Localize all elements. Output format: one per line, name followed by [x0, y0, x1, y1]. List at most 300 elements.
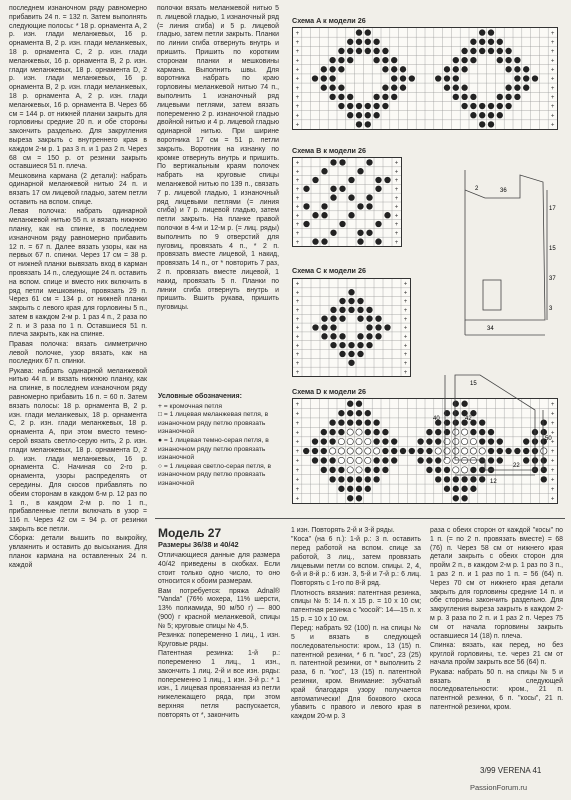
dark-stitch-dot — [312, 438, 318, 444]
dark-stitch-dot — [373, 476, 379, 482]
dark-stitch-dot — [356, 476, 362, 482]
light-stitch-dot — [365, 457, 371, 463]
edge-stitch-symbol: + — [295, 468, 300, 475]
dark-stitch-dot — [435, 75, 441, 81]
dark-stitch-dot — [470, 57, 476, 63]
measure-label: 36 — [500, 188, 507, 194]
dark-stitch-dot — [391, 85, 397, 91]
dark-stitch-dot — [357, 238, 363, 244]
edge-stitch-symbol: + — [295, 30, 300, 37]
dark-stitch-dot — [497, 103, 503, 109]
edge-stitch-symbol: + — [550, 58, 555, 65]
edge-stitch-symbol: + — [295, 213, 300, 220]
dark-stitch-dot — [382, 94, 388, 100]
dark-stitch-dot — [382, 48, 388, 54]
dark-stitch-dot — [479, 121, 485, 127]
dark-stitch-dot — [488, 48, 494, 54]
edge-stitch-symbol: + — [394, 169, 399, 176]
dark-stitch-dot — [365, 121, 371, 127]
dark-stitch-dot — [347, 410, 353, 416]
dark-stitch-dot — [330, 186, 336, 192]
dark-stitch-dot — [488, 112, 494, 118]
dark-stitch-dot — [444, 85, 450, 91]
dark-stitch-dot — [417, 448, 423, 454]
edge-stitch-symbol: + — [295, 49, 300, 56]
light-stitch-dot — [365, 438, 371, 444]
paragraph: Плотность вязания: патентная резинка, спицы № 5: 14 п. х 15 р. = 10 х 10 см; патентная резинка с "косой": 14—15 п. х 15 р. = 10 х 10 см. — [291, 589, 421, 623]
dark-stitch-dot — [348, 351, 354, 357]
dark-stitch-dot — [303, 186, 309, 192]
dark-stitch-dot — [382, 66, 388, 72]
dark-stitch-dot — [453, 75, 459, 81]
dark-stitch-dot — [339, 186, 345, 192]
dark-stitch-dot — [444, 75, 450, 81]
dark-stitch-dot — [461, 495, 467, 501]
edge-stitch-symbol: + — [295, 316, 300, 323]
light-stitch-dot — [356, 438, 362, 444]
dark-stitch-dot — [470, 103, 476, 109]
dark-stitch-dot — [356, 112, 362, 118]
dark-stitch-dot — [321, 438, 327, 444]
paragraph: раза с обеих сторон от каждой "косы" по 1 п. (= по 2 п. провязать вместе) = 68 (76) п. Через 58 см от нижнего края детали закрыть с обеих сторон для пройм 2 п., в каждом 2-м р. 1 раз по 3 п., 1 раз 2 п. и 1 раз по 1 п. = 56 (64) п. Через 70 см от нижнего края детали закрыть для горловины средние 14 п. и обе стороны закончить раздельно. Для закругления выреза закрыть в каждом 2-м р. 3 раза по 2 п. и 1 раз 2 п. Через 75 см от начала горловины закрыть оставшиеся 14 (18) п. плеча. — [430, 527, 563, 640]
edge-stitch-symbol: + — [394, 231, 399, 237]
dark-stitch-dot — [373, 57, 379, 63]
dark-stitch-dot — [497, 39, 503, 45]
paragraph: Перед: набрать 92 (100) п. на спицы № 5 и вязать в следующей последовательности: кром., 13 (15) п. патентной резинки, * 6 п. "кос", 23 (25) п. патентной резинки, от * выполнить 2 раза, 6 п. "кос", 13 (15) п. патентной резинки, кром. Внимание: зубчатый край благодаря узору получается автоматически! Для бокового скоса убавить с правого и левого края в каждом 20-м р. 3 — [291, 625, 421, 721]
measure-label: 12 — [490, 479, 497, 485]
edge-stitch-symbol: + — [550, 487, 555, 494]
dark-stitch-dot — [384, 212, 390, 218]
dark-stitch-dot — [321, 333, 327, 339]
edge-stitch-symbol: + — [550, 449, 555, 456]
dark-stitch-dot — [321, 448, 327, 454]
light-stitch-dot — [347, 438, 353, 444]
dark-stitch-dot — [366, 230, 372, 236]
light-stitch-dot — [356, 457, 362, 463]
edge-stitch-symbol: + — [394, 222, 399, 229]
dark-stitch-dot — [453, 85, 459, 91]
edge-stitch-symbol: + — [295, 187, 300, 193]
dark-stitch-dot — [348, 360, 354, 366]
edge-stitch-symbol: + — [295, 420, 300, 427]
dark-stitch-dot — [321, 66, 327, 72]
edge-stitch-symbol: + — [295, 449, 300, 456]
edge-stitch-symbol: + — [295, 160, 300, 167]
dark-stitch-dot — [312, 177, 318, 183]
legend-item: ● = 1 лицевая темно-серая петля, в изнаночном ряду петлю провязать изнаночной — [158, 436, 269, 462]
edge-stitch-symbol: + — [394, 213, 399, 220]
edge-stitch-symbol: + — [550, 496, 555, 503]
dark-stitch-dot — [375, 316, 381, 322]
measure-label: 42 — [465, 416, 472, 422]
dark-stitch-dot — [365, 419, 371, 425]
dark-stitch-dot — [365, 103, 371, 109]
dark-stitch-dot — [339, 307, 345, 313]
edge-stitch-symbol: + — [403, 290, 408, 297]
edge-stitch-symbol: + — [295, 439, 300, 446]
dark-stitch-dot — [461, 103, 467, 109]
dark-stitch-dot — [470, 39, 476, 45]
dark-stitch-dot — [409, 448, 415, 454]
edge-stitch-symbol: + — [295, 113, 300, 120]
edge-stitch-symbol: + — [295, 487, 300, 494]
schema-b-title: Схема B к модели 26 — [292, 146, 366, 155]
edge-stitch-symbol: + — [550, 113, 555, 120]
paragraph: Резинка: попеременно 1 лиц., 1 изн. Круговые ряды. — [158, 632, 280, 648]
schema-c-grid — [292, 278, 411, 377]
dark-stitch-dot — [391, 448, 397, 454]
dark-stitch-dot — [365, 29, 371, 35]
edge-stitch-symbol: + — [295, 76, 300, 83]
paragraph: Спинка: вязать, как перед, но без круглой горловины, т.е. через 21 см от начала пройм закрыть все 56 (64) п. — [430, 641, 563, 667]
dark-stitch-dot — [382, 467, 388, 473]
edge-stitch-symbol: + — [295, 231, 300, 237]
dark-stitch-dot — [373, 94, 379, 100]
dark-stitch-dot — [357, 203, 363, 209]
dark-stitch-dot — [488, 103, 494, 109]
paragraph: "Коса" (на 6 п.): 1-й р.: 3 п. оставить перед работой на вспом. спице за работой, 3 лиц., затем провязать лицевыми петли со вспом. спицы. 2, 4, 6-й и 8-й р.: 6 изн. 3, 5-й и 7-й р.: 6 лиц. Повторять с 1-го по 8-й ряд. — [291, 536, 421, 588]
dark-stitch-dot — [505, 57, 511, 63]
edge-stitch-symbol: + — [403, 343, 408, 350]
edge-stitch-symbol: + — [295, 169, 300, 176]
dark-stitch-dot — [330, 342, 336, 348]
light-stitch-dot — [356, 467, 362, 473]
dark-stitch-dot — [497, 94, 503, 100]
dark-stitch-dot — [373, 438, 379, 444]
edge-stitch-symbol: + — [295, 281, 300, 288]
light-stitch-dot — [338, 448, 344, 454]
edge-stitch-symbol: + — [295, 195, 300, 202]
light-stitch-dot — [373, 448, 379, 454]
dark-stitch-dot — [375, 221, 381, 227]
dark-stitch-dot — [357, 168, 363, 174]
dark-stitch-dot — [375, 324, 381, 330]
edge-stitch-symbol: + — [550, 67, 555, 74]
edge-stitch-symbol: + — [403, 281, 408, 288]
text-column-3 — [158, 552, 280, 721]
dark-stitch-dot — [339, 342, 345, 348]
dark-stitch-dot — [356, 103, 362, 109]
dark-stitch-dot — [382, 85, 388, 91]
dark-stitch-dot — [366, 194, 372, 200]
edge-stitch-symbol: + — [550, 420, 555, 427]
garment-pattern-diagram — [425, 170, 565, 490]
measure-label: 50 — [545, 436, 552, 442]
dark-stitch-dot — [444, 66, 450, 72]
dark-stitch-dot — [321, 316, 327, 322]
text-column-1 — [9, 5, 147, 571]
dark-stitch-dot — [365, 486, 371, 492]
dark-stitch-dot — [357, 316, 363, 322]
paragraph: последнем изнаночном ряду равномерно прибавить 24 п. = 132 п. Затем выполнять следующие полосы: * 18 р. орнамента А, 2 р. изн. глади меланжевых, 16 р. орнамента B, 2 р. изн. глади меланжевых, 18 р. орнамента C, 2 р. изн. глади меланжевых, 16 р. орнамента B, 2 р. изн. глади меланжевых, 18 р. орнамента D, 2 р. изн. глади меланжевых, 16 р. орнамента B, 2 р. изн. глади меланжевых, 18 р. орнамента А, 2 р. изн. глади меланжевых, 16 р. орнамента B. Через 66 см = 144 р. от нижней планки закрыть для горловины средние 20 п. и обе стороны закончить раздельно. Для закругления выреза закрыть с внутреннего края в каждом 2-м р. 1 раз 3 п. и 1 раз 2 п. Через 68 см = 150 р. от резинки закрыть оставшиеся 51 п. плеча. — [9, 5, 147, 171]
dark-stitch-dot — [373, 429, 379, 435]
dark-stitch-dot — [347, 486, 353, 492]
dark-stitch-dot — [329, 438, 335, 444]
light-stitch-dot — [347, 457, 353, 463]
light-stitch-dot — [338, 457, 344, 463]
dark-stitch-dot — [365, 476, 371, 482]
edge-stitch-symbol: + — [295, 458, 300, 465]
dark-stitch-dot — [461, 94, 467, 100]
dark-stitch-dot — [461, 57, 467, 63]
dark-stitch-dot — [373, 467, 379, 473]
edge-stitch-symbol: + — [403, 316, 408, 323]
dark-stitch-dot — [303, 448, 309, 454]
paragraph: Мешковина кармана (2 детали): набрать одинарной меланжевой нитью 24 п. и вязать 17 см лицевой гладью, затем петли оставить на вспом. спице. — [9, 172, 147, 207]
dark-stitch-dot — [391, 75, 397, 81]
dark-stitch-dot — [453, 495, 459, 501]
dark-stitch-dot — [375, 186, 381, 192]
edge-stitch-symbol: + — [295, 122, 300, 129]
dark-stitch-dot — [303, 221, 309, 227]
light-stitch-dot — [338, 438, 344, 444]
dark-stitch-dot — [417, 438, 423, 444]
text-column-5 — [430, 527, 563, 713]
dark-stitch-dot — [357, 307, 363, 313]
dark-stitch-dot — [505, 85, 511, 91]
edge-stitch-symbol: + — [295, 222, 300, 229]
dark-stitch-dot — [373, 103, 379, 109]
dark-stitch-dot — [347, 39, 353, 45]
dark-stitch-dot — [366, 316, 372, 322]
edge-stitch-symbol: + — [403, 334, 408, 341]
dark-stitch-dot — [347, 48, 353, 54]
dark-stitch-dot — [339, 298, 345, 304]
dark-stitch-dot — [329, 85, 335, 91]
dark-stitch-dot — [382, 429, 388, 435]
dark-stitch-dot — [338, 419, 344, 425]
dark-stitch-dot — [356, 29, 362, 35]
dark-stitch-dot — [514, 75, 520, 81]
edge-stitch-symbol: + — [295, 67, 300, 74]
schema-b-grid — [292, 157, 402, 247]
edge-stitch-symbol: + — [295, 477, 300, 484]
dark-stitch-dot — [391, 66, 397, 72]
dark-stitch-dot — [505, 48, 511, 54]
edge-stitch-symbol: + — [550, 458, 555, 465]
dark-stitch-dot — [321, 238, 327, 244]
edge-stitch-symbol: + — [295, 352, 300, 359]
edge-stitch-symbol: + — [295, 496, 300, 503]
edge-stitch-symbol: + — [550, 401, 555, 408]
dark-stitch-dot — [479, 48, 485, 54]
edge-stitch-symbol: + — [550, 85, 555, 92]
dark-stitch-dot — [321, 168, 327, 174]
light-stitch-dot — [365, 448, 371, 454]
dark-stitch-dot — [329, 66, 335, 72]
dark-stitch-dot — [479, 39, 485, 45]
edge-stitch-symbol: + — [550, 30, 555, 37]
light-stitch-dot — [356, 429, 362, 435]
legend — [158, 393, 283, 489]
paragraph: Вам потребуется: пряжа Adnal® "Vanda" (76% мохера, 11% шерсти, 13% полиамида, 90 м/50 г) — 800 (900) г красной меланжевой, спицы № 5; круговые спицы № 4,5. — [158, 587, 280, 630]
dark-stitch-dot — [329, 75, 335, 81]
light-stitch-dot — [347, 429, 353, 435]
dark-stitch-dot — [373, 112, 379, 118]
edge-stitch-symbol: + — [550, 411, 555, 418]
schema-d-title: Схема D к модели 26 — [292, 387, 366, 396]
edge-stitch-symbol: + — [550, 468, 555, 475]
dark-stitch-dot — [356, 486, 362, 492]
dark-stitch-dot — [366, 324, 372, 330]
dark-stitch-dot — [523, 75, 529, 81]
dark-stitch-dot — [329, 57, 335, 63]
dark-stitch-dot — [365, 112, 371, 118]
dark-stitch-dot — [339, 316, 345, 322]
dark-stitch-dot — [373, 457, 379, 463]
dark-stitch-dot — [505, 94, 511, 100]
dark-stitch-dot — [348, 212, 354, 218]
watermark: PassionForum.ru — [470, 783, 528, 792]
dark-stitch-dot — [348, 307, 354, 313]
dark-stitch-dot — [330, 333, 336, 339]
dark-stitch-dot — [303, 203, 309, 209]
dark-stitch-dot — [321, 467, 327, 473]
dark-stitch-dot — [365, 429, 371, 435]
dark-stitch-dot — [384, 177, 390, 183]
dark-stitch-dot — [330, 316, 336, 322]
section-divider — [155, 518, 565, 519]
dark-stitch-dot — [329, 467, 335, 473]
dark-stitch-dot — [391, 438, 397, 444]
dark-stitch-dot — [321, 75, 327, 81]
edge-stitch-symbol: + — [394, 195, 399, 202]
dark-stitch-dot — [523, 66, 529, 72]
schema-c-title: Схема C к модели 26 — [292, 266, 366, 275]
dark-stitch-dot — [356, 121, 362, 127]
edge-stitch-symbol: + — [295, 360, 300, 367]
light-stitch-dot — [347, 467, 353, 473]
dark-stitch-dot — [375, 333, 381, 339]
paragraph: 1 изн. Повторять 2-й и 3-й ряды. — [291, 527, 395, 534]
dark-stitch-dot — [338, 94, 344, 100]
dark-stitch-dot — [366, 342, 372, 348]
edge-stitch-symbol: + — [403, 299, 408, 306]
dark-stitch-dot — [382, 57, 388, 63]
dark-stitch-dot — [365, 410, 371, 416]
dark-stitch-dot — [470, 112, 476, 118]
edge-stitch-symbol: + — [295, 85, 300, 92]
dark-stitch-dot — [338, 429, 344, 435]
dark-stitch-dot — [417, 457, 423, 463]
edge-stitch-symbol: + — [550, 477, 555, 484]
dark-stitch-dot — [338, 103, 344, 109]
edge-stitch-symbol: + — [295, 299, 300, 306]
paragraph: Сборка: детали вышить по выкройку, увлажнить и оставить до высыхания. Для планок кармана на оставленных 24 п. каждой — [9, 535, 147, 569]
dark-stitch-dot — [453, 94, 459, 100]
dark-stitch-dot — [357, 342, 363, 348]
edge-stitch-symbol: + — [550, 49, 555, 56]
dark-stitch-dot — [312, 457, 318, 463]
dark-stitch-dot — [497, 57, 503, 63]
dark-stitch-dot — [470, 94, 476, 100]
dark-stitch-dot — [453, 66, 459, 72]
dark-stitch-dot — [347, 103, 353, 109]
dark-stitch-dot — [479, 112, 485, 118]
knitting-chart — [293, 279, 410, 376]
paragraph: Рукава: набрать 50 п. на спицы № 5 и вязать в следующей последовательности: кром., 21 п. патентной резинки, 6 п. "косы", 21 п. патентной резинки, кром. — [430, 668, 563, 711]
dark-stitch-dot — [382, 103, 388, 109]
dark-stitch-dot — [400, 448, 406, 454]
dark-stitch-dot — [382, 438, 388, 444]
edge-stitch-symbol: + — [403, 352, 408, 359]
dark-stitch-dot — [312, 238, 318, 244]
dark-stitch-dot — [470, 48, 476, 54]
dark-stitch-dot — [391, 94, 397, 100]
dark-stitch-dot — [338, 85, 344, 91]
text-column-2 — [157, 5, 279, 313]
dark-stitch-dot — [514, 94, 520, 100]
dark-stitch-dot — [373, 419, 379, 425]
dark-stitch-dot — [329, 429, 335, 435]
knitting-chart — [293, 28, 557, 129]
dark-stitch-dot — [505, 103, 511, 109]
dark-stitch-dot — [384, 324, 390, 330]
dark-stitch-dot — [330, 230, 336, 236]
dark-stitch-dot — [321, 429, 327, 435]
measure-label: 37 — [549, 276, 556, 282]
measure-label: 3 — [549, 306, 553, 312]
legend-item: ○ = 1 лицевая светло-серая петля, в изнаночном ряду петлю провязать изнаночной — [158, 462, 271, 487]
dark-stitch-dot — [366, 307, 372, 313]
paragraph: Отличающиеся данные для размера 40/42 приведены в скобках. Если стоит только одно число, то оно относится к обоим размерам. — [158, 552, 280, 586]
dark-stitch-dot — [365, 39, 371, 45]
dark-stitch-dot — [339, 351, 345, 357]
knitting-chart — [293, 158, 401, 246]
dark-stitch-dot — [321, 85, 327, 91]
dark-stitch-dot — [338, 57, 344, 63]
edge-stitch-symbol: + — [295, 104, 300, 111]
dark-stitch-dot — [348, 342, 354, 348]
dark-stitch-dot — [400, 75, 406, 81]
page-footer: 3/99 VERENA 41 — [480, 766, 542, 775]
light-stitch-dot — [356, 448, 362, 454]
dark-stitch-dot — [339, 159, 345, 165]
dark-stitch-dot — [321, 203, 327, 209]
dark-stitch-dot — [330, 324, 336, 330]
edge-stitch-symbol: + — [295, 308, 300, 315]
edge-stitch-symbol: + — [295, 430, 300, 437]
edge-stitch-symbol: + — [394, 160, 399, 167]
edge-stitch-symbol: + — [295, 325, 300, 332]
edge-stitch-symbol: + — [550, 95, 555, 102]
edge-stitch-symbol: + — [295, 343, 300, 350]
edge-stitch-symbol: + — [403, 360, 408, 367]
dark-stitch-dot — [375, 177, 381, 183]
dark-stitch-dot — [357, 351, 363, 357]
dark-stitch-dot — [347, 495, 353, 501]
paragraph: Патентная резинка: 1-й р.: попеременно 1 лиц., 1 изн., закончить 1 лиц. 2-й и все изн. ряды: попеременно 1 лиц., 1 изн. 3-й р.: * 1 изн., 1 лицевая провязанная из петли нижележащего ряда, при этом верхняя петля распускается, повторять от *, закончить — [158, 650, 280, 719]
model-title: Модель 27 — [158, 526, 222, 540]
text-column-4 — [291, 527, 421, 723]
dark-stitch-dot — [329, 419, 335, 425]
dark-stitch-dot — [339, 333, 345, 339]
dark-stitch-dot — [514, 66, 520, 72]
dark-stitch-dot — [339, 221, 345, 227]
dark-stitch-dot — [356, 410, 362, 416]
dark-stitch-dot — [382, 457, 388, 463]
paragraph: полочки вязать меланжевой нитью 5 п. лицевой гладью, 1 изнаночный ряд (= линия сгиба) и 5 р. лицевой гладью, затем петли закрыть. Планки по линии сгиба отвернуть внутрь и пришить. Пришить по коротким сторонам планки и мешковины кармана. Выполнить швы. Для воротника набрать по краю горловины меланжевой нитью 74 п., выполнить 1 изнаночный ряд лицевыми петлями, затем вязать попеременно 2 р. изнаночной гладью двойной нитью и 4 р. лицевой гладью одинарной нитью. При ширине воротника 17 см = 51 р. петли закрыть. Воротник на изнанку по кромке отвернуть внутрь и пришить. По вертикальным краям полочек набрать на круговые спицы меланжевой нитью по 139 п., связать 7 р. лицевой гладью, 1 изнаночный ряд лицевыми петлями (= линия сгиба) и 7 р. лицевой гладью, затем петли закрыть. На планке правой полочки в 4-м и 12-м р. (= лиц. ряды) выполнить по 9 отверстий для пуговиц, провязать 4 п., * 2 п. провязать вместе лицевой, 1 накид, провязать 14 п., от * повторить 7 раз, 2 п. провязать вместе лицевой, 1 накид, провязать 5 п. Планки по линии сгиба отвернуть внутрь и пришить. Вшить рукава, пришить пуговицы. — [157, 5, 279, 312]
dark-stitch-dot — [347, 419, 353, 425]
legend-item: □ = 1 лицевая меланжевая петля, в изнаночном ряду петлю провязать изнаночной — [158, 411, 269, 436]
dark-stitch-dot — [321, 324, 327, 330]
legend-item: + = кромочная петля — [158, 402, 222, 410]
edge-stitch-symbol: + — [550, 439, 555, 446]
edge-stitch-symbol: + — [403, 325, 408, 332]
edge-stitch-symbol: + — [394, 187, 399, 193]
dark-stitch-dot — [356, 48, 362, 54]
dark-stitch-dot — [365, 48, 371, 54]
